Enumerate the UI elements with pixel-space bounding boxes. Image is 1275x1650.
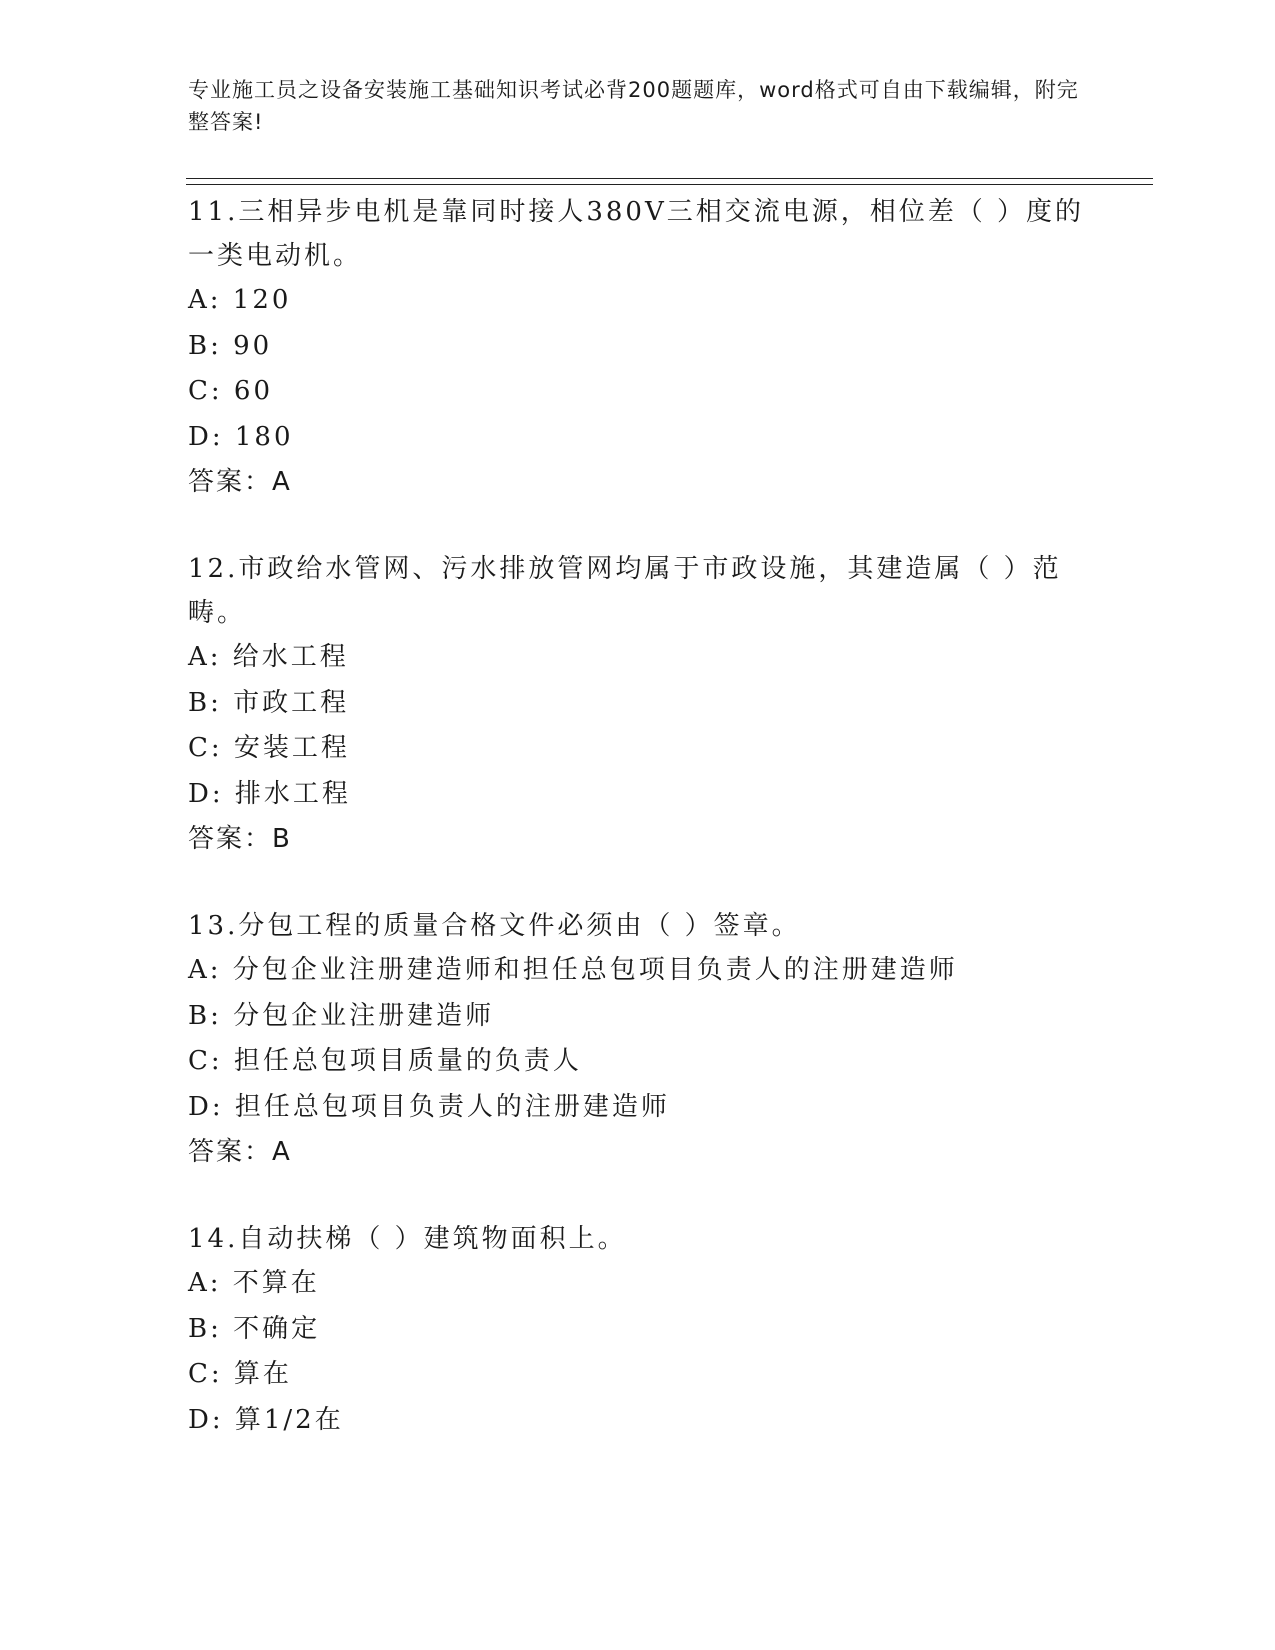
question-gap	[188, 1175, 1088, 1217]
answer-text: 答案：A	[188, 467, 292, 497]
question-stem: 11.三相异步电机是靠同时接人380V三相交流电源，相位差（ ）度的一类电动机。	[188, 197, 1085, 271]
question-11	[188, 190, 1088, 505]
option-d: D: 算1/2在	[188, 1404, 344, 1435]
answer-text: 答案：B	[188, 824, 292, 854]
header-divider-bottom	[186, 184, 1153, 185]
question-list	[188, 190, 1088, 1443]
option-a: A: 分包企业注册建造师和担任总包项目负责人的注册建造师	[188, 955, 958, 985]
question-gap	[188, 862, 1088, 904]
question-13	[188, 904, 1088, 1175]
option-c: C: 60	[188, 376, 274, 406]
option-c: C: 算在	[188, 1359, 292, 1389]
question-14	[188, 1217, 1088, 1443]
document-header: 专业施工员之设备安装施工基础知识考试必背200题题库，word格式可自由下载编辑，附完整答案!	[188, 78, 1079, 134]
option-a: A: 给水工程	[188, 642, 349, 672]
option-d: D: 排水工程	[188, 778, 351, 809]
question-12	[188, 547, 1088, 862]
option-d: D: 180	[188, 421, 294, 452]
question-gap	[188, 505, 1088, 547]
question-stem: 14.自动扶梯（ ）建筑物面积上。	[188, 1224, 627, 1254]
option-a: A: 不算在	[188, 1268, 320, 1298]
question-stem: 13.分包工程的质量合格文件必须由（ ）签章。	[188, 911, 801, 941]
option-b: B: 90	[188, 330, 273, 361]
option-b: B: 分包企业注册建造师	[188, 1000, 495, 1031]
option-c: C: 安装工程	[188, 733, 350, 763]
option-b: B: 不确定	[188, 1313, 321, 1344]
option-b: B: 市政工程	[188, 687, 350, 718]
option-c: C: 担任总包项目质量的负责人	[188, 1046, 582, 1076]
option-d: D: 担任总包项目负责人的注册建造师	[188, 1091, 670, 1122]
header-divider-top	[186, 178, 1153, 179]
answer-text: 答案：A	[188, 1137, 292, 1167]
option-a: A: 120	[188, 285, 292, 315]
question-stem: 12.市政给水管网、污水排放管网均属于市政设施，其建造属（ ）范畴。	[188, 554, 1062, 628]
